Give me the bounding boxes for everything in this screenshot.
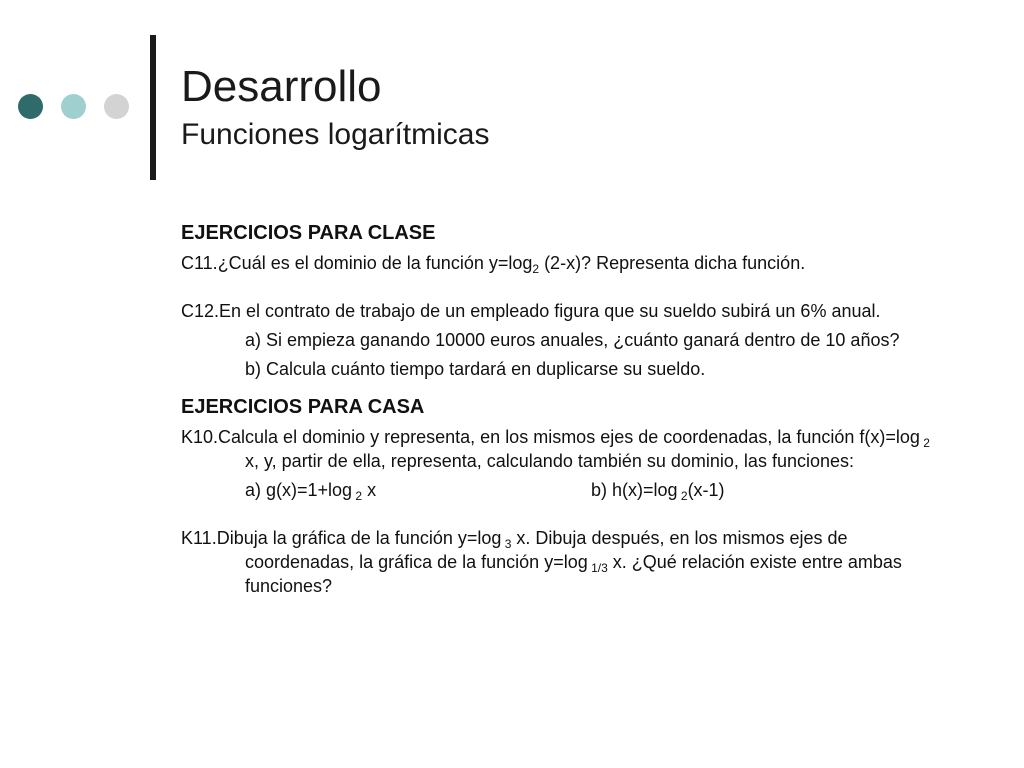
exercise-label: C12. — [181, 301, 220, 321]
log-base: 2 — [919, 436, 930, 450]
part-text: b) h(x)=log — [591, 480, 678, 500]
exercise-text: x, y, partir de ella, representa, calculando también su dominio, las funciones: — [245, 451, 854, 471]
exercise-c11 — [181, 251, 941, 275]
exercise-label: C11. — [181, 253, 218, 273]
decorative-dot-dark — [18, 94, 43, 119]
exercise-text: x. ¿Qué relación existe entre ambas funciones? — [245, 552, 902, 596]
exercise-k10-part-b — [591, 478, 725, 502]
part-text: a) g(x)=1+log — [245, 480, 353, 500]
decorative-dot-light — [61, 94, 86, 119]
exercise-text: En el contrato de trabajo de un empleado figura que su sueldo subirá un 6% anual. — [219, 301, 881, 321]
exercise-text: Calcula el dominio y representa, en los mismos ejes de coordenadas, la función f(x)=log — [218, 427, 920, 447]
part-text: (x-1) — [687, 480, 725, 500]
slide-content — [181, 220, 941, 598]
log-base: 2 — [677, 489, 688, 503]
exercise-text: ¿Cuál es el dominio de la función y=log — [217, 253, 533, 273]
slide-title: Desarrollo — [181, 62, 382, 111]
decorative-dot-gray — [104, 94, 129, 119]
title-divider-bar — [150, 35, 156, 180]
exercise-c12-part-a: a) Si empieza ganando 10000 euros anuales, ¿cuánto ganará dentro de 10 años? — [245, 330, 900, 350]
exercise-label: K10. — [181, 427, 219, 447]
log-base: 3 — [501, 537, 512, 551]
log-base: 1/3 — [587, 561, 608, 575]
exercise-k10 — [181, 425, 941, 473]
section-heading-clase: EJERCICIOS PARA CLASE — [181, 222, 436, 244]
exercise-text: x. Dibuja después, en los mismos ejes de coordenadas, la gráfica de la función y=log — [245, 528, 848, 572]
log-base: 2 — [532, 262, 540, 276]
exercise-text: Dibuja la gráfica de la función y=log — [216, 528, 502, 548]
exercise-label: K11. — [181, 528, 217, 548]
exercise-k10-part-a — [245, 480, 377, 503]
exercise-c12-part-b: b) Calcula cuánto tiempo tardará en duplicarse su sueldo. — [245, 359, 706, 379]
section-heading-casa: EJERCICIOS PARA CASA — [181, 396, 425, 418]
log-base: 2 — [352, 489, 363, 503]
slide-subtitle: Funciones logarítmicas — [181, 118, 490, 151]
exercise-text: (2-x)? Representa dicha función. — [539, 253, 806, 273]
part-text: x — [362, 480, 377, 500]
exercise-k10-parts — [181, 478, 941, 502]
exercise-c12 — [181, 299, 941, 323]
exercise-k11 — [181, 526, 941, 598]
